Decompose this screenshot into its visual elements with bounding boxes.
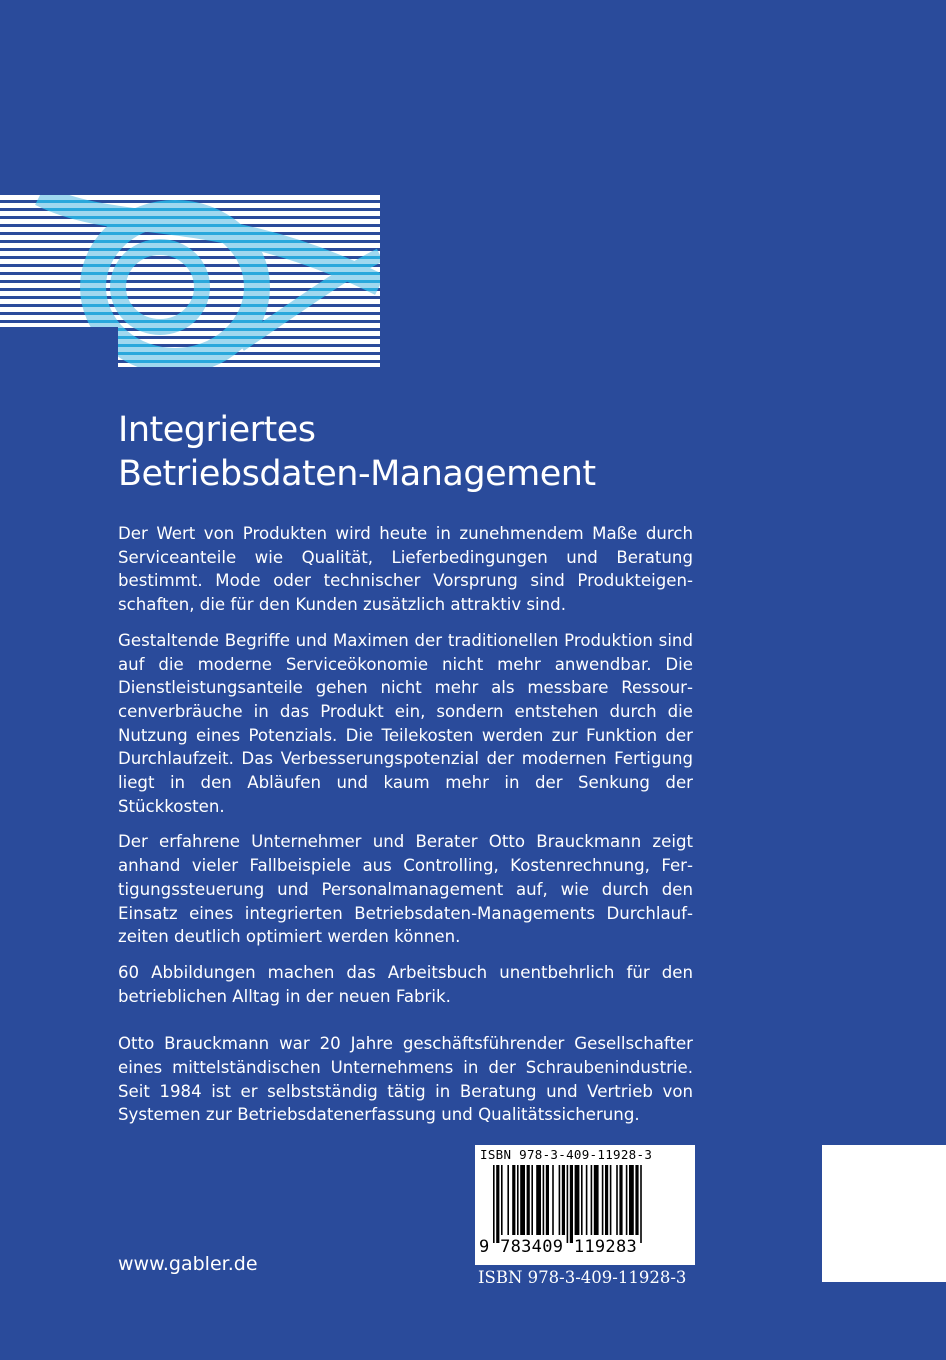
barcode-bar [527,1165,530,1235]
blurb-paragraph: Der erfahrene Unternehmer und Berater Otto Brauckmann zeigt anhand vieler Fallbeispiele aus Controlling, Kostenrechnung, Fertigungssteuerung und Personalmanagement auf, wie durch den Einsatz eines integrierten Betriebsdaten-Managements Durchlaufzeiten deutlich optimiert werden können. [118,832,693,947]
barcode-bar [552,1165,554,1235]
barcode-bar [567,1165,569,1243]
blurb-text [118,522,693,1139]
barcode-bar [543,1165,545,1235]
barcode-bar [575,1165,580,1235]
barcode-bar [546,1165,549,1235]
publisher-website: www.gabler.de [118,1253,258,1275]
blurb-paragraph: Gestaltende Begriffe und Maximen der traditionellen Produktion sind auf die moderne Serviceökonomie nicht mehr anwendbar. Die Dienstleistungsanteile gehen nicht mehr als messbare Ressourcenverbräuche in das Produkt ein, sondern entstehen durch die Nutzung eines Potenzials. Die Teilekosten werden zur Funktion der Durchlaufzeit. Das Verbesserungspotenzial der modernen Fertigung liegt in den Abläufen und kaum mehr in der Senkung der Stückkosten. [118,630,693,816]
barcode-bar [531,1165,533,1235]
barcode-bar [594,1165,599,1235]
barcode-bar [591,1165,593,1235]
barcode-bar [610,1165,612,1235]
blurb-paragraph: Der Wert von Produkten wird heute in zunehmendem Maße durch Serviceanteile wie Qualität, Lieferbedingungen und Beratung bestimmt. Mode oder technischer Vorsprung sind Produkteigenschaften, die für den Kunden zusätzlich attraktiv sind. [118,524,693,615]
barcode [475,1145,695,1265]
isbn-number: ISBN 978-3-409-11928-3 [478,1268,687,1287]
barcode-bar [602,1165,604,1235]
barcode-bar [616,1165,618,1235]
barcode-bar [493,1165,495,1243]
book-title [118,408,818,496]
title-line-1: Integriertes [118,410,316,450]
barcode-bar [605,1165,608,1235]
publisher-logo-graphic [0,195,380,367]
barcode-bar [619,1165,622,1235]
blurb-paragraph: 60 Abbildungen machen das Arbeitsbuch unentbehrlich für den betrieblichen Alltag in der neuen Fabrik. [118,962,693,1006]
barcode-bar [586,1165,588,1235]
barcode-bar [629,1165,634,1235]
price-sticker-area [822,1145,946,1282]
barcode-bar [536,1165,541,1235]
barcode-digits: 9 783409 119283 [479,1237,638,1257]
barcode-bars [479,1165,691,1245]
barcode-bar [562,1165,565,1235]
barcode-bar [559,1165,561,1235]
barcode-bar [635,1165,638,1235]
barcode-bar [640,1165,642,1243]
barcode-bar [581,1165,583,1235]
title-line-2: Betriebsdaten-Management [118,454,596,494]
barcode-isbn-label: ISBN 978-3-409-11928-3 [480,1147,653,1162]
barcode-bar [501,1165,503,1235]
barcode-bar [520,1165,525,1235]
barcode-bar [570,1165,573,1243]
barcode-bar [626,1165,628,1235]
barcode-bar [507,1165,509,1235]
author-bio: Otto Brauckmann war 20 Jahre geschäftsführender Gesellschafter eines mittelständischen Unternehmens in der Schraubenindustrie. Seit 1984 ist er selbstständig tätig in Beratung und Vertrieb von Systemen zur Betriebsdatenerfassung und Qualitätssicherung. [118,1034,693,1125]
barcode-bar [517,1165,519,1235]
barcode-bar [496,1165,499,1243]
barcode-bar [512,1165,515,1235]
